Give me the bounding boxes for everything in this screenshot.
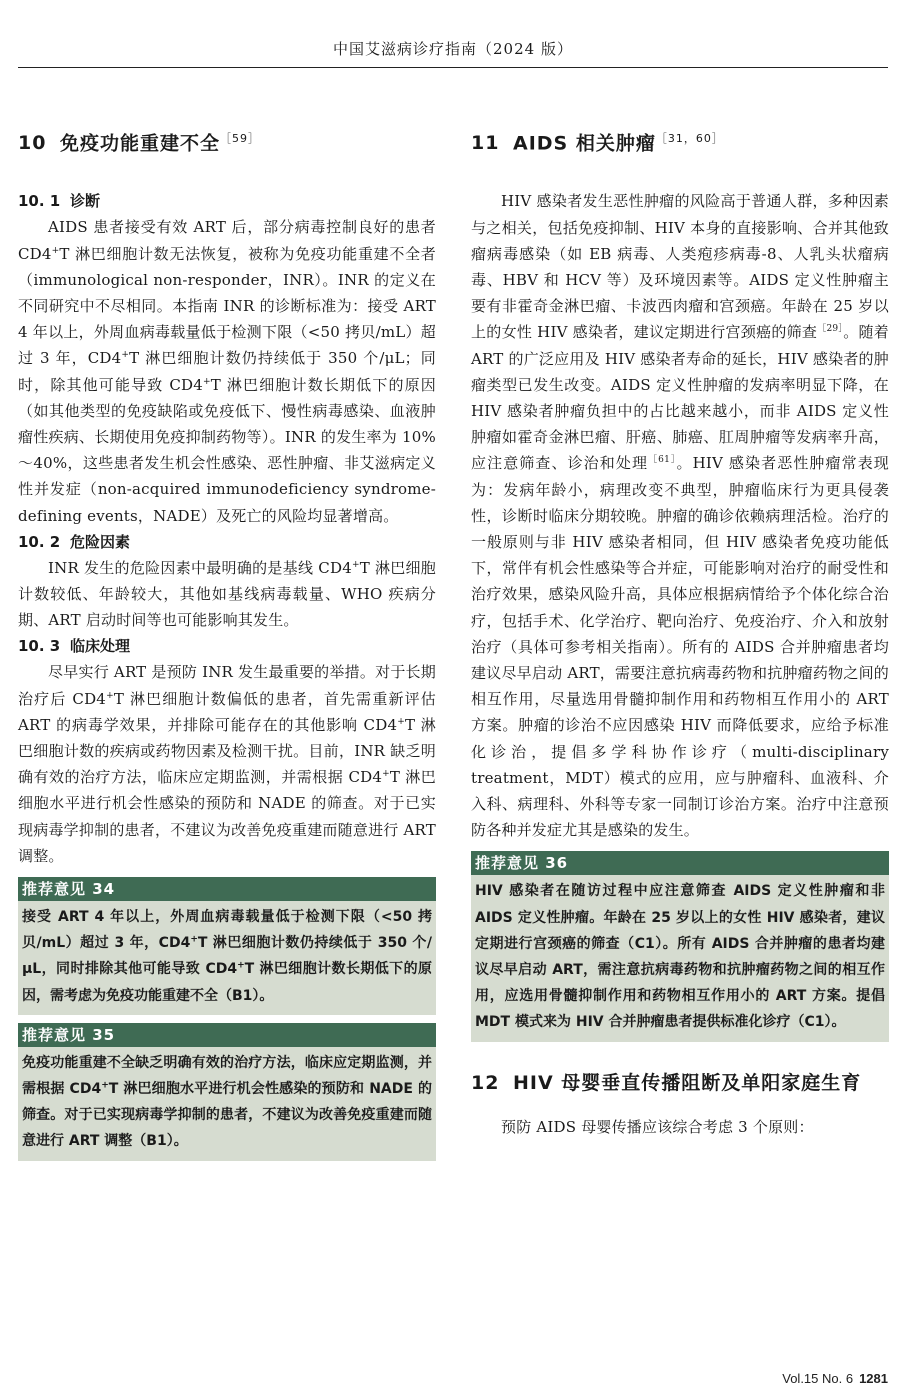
left-column [18, 120, 436, 1161]
aids-tumor-paragraph: HIV 感染者发生恶性肿瘤的风险高于普通人群，多种因素与之相关，包括免疫抑制、HIV 本身的直接影响、合并其他致瘤病毒感染（如 EB 病毒、人类疱疹病毒-8、人乳头状瘤病毒、HBV 和 HCV 等）及环境因素等。AIDS 定义性肿瘤主要有非霍奇金淋巴瘤、卡波西肉瘤和宫颈癌。年龄在 25 岁以上的女性 HIV 感染者，建议定期进行宫颈癌的筛查$^{[29]}$。随着 ART 的广泛应用及 HIV 感染者寿命的延长，HIV 感染者的肿瘤类型已发生改变。AIDS 定义性肿瘤的发病率明显下降，在 HIV 感染者肿瘤负担中的占比越来越小，而非 AIDS 定义性肿瘤如霍奇金淋巴瘤、肝癌、肺癌、肛周肿瘤等发病率升高，应注意筛查、诊治和处理$^{[61]}$。HIV 感染者恶性肿瘤常表现为：发病年龄小，病理改变不典型，肿瘤临床行为更具侵袭性，诊断时临床分期较晚。肿瘤的确诊依赖病理活检。治疗的一般原则与非 HIV 感染者相同，但 HIV 感染者免疫功能低下，常伴有机会性感染等合并症，可能影响对治疗的耐受性和治疗效果，感染风险升高，具体应根据病情给予个体化综合治疗，包括手术、化学治疗、靶向治疗、免疫治疗、介入和放射治疗（具体可参考相关指南）。所有的 AIDS 合并肿瘤患者均建议尽早启动 ART，需要注意抗病毒药物和抗肿瘤药物之间的相互作用，尽量选用骨髓抑制作用和药物相互作用小的 ART 方案。肿瘤的诊治不应因感染 HIV 而降低要求，应给予标准化诊治，提倡多学科协作诊疗（multi-disciplinary treatment，MDT）模式的应用，应与肿瘤科、血液科、介入科、病理科、外科等专家一同制订诊治方案。治疗中注意预防各种并发症尤其是感染的发生。 [471, 192, 890, 840]
risk-factors-paragraph: INR 发生的危险因素中最明确的是基线 CD4+T 淋巴细胞计数较低、年龄较大，其他如基线病毒载量、WHO 疾病分期、ART 启动时间等也可能影响其发生。 [18, 558, 436, 630]
recommendation-35-title: 推荐意见 35 [18, 1023, 436, 1047]
page-header [18, 38, 888, 68]
recommendation-36-title: 推荐意见 36 [471, 851, 889, 875]
recommendation-34-title: 推荐意见 34 [18, 877, 436, 901]
section-11-heading: 11 AIDS 相关肿瘤$^{[31,60]}$ [471, 132, 724, 155]
recommendation-35-text: 免疫功能重建不全缺乏明确有效的治疗方法，临床应定期监测，并需根据 CD4+T 淋巴细胞水平进行机会性感染的预防和 NADE 的筛查。对于已实现病毒学抑制的患者，不建议为改善免疫重建而随意进行 ART 调整（B1）。 [22, 1054, 432, 1150]
journal-title: 中国艾滋病诊疗指南（2024 版） [333, 40, 573, 58]
subsection-10-2-heading: 10. 2 危险因素 [18, 532, 131, 551]
recommendation-34-text: 接受 ART 4 年以上，外周血病毒载量低于检测下限（<50 拷贝/mL）超过 3 年，CD4+T 淋巴细胞计数仍持续低于 350 个/μL，同时排除其他可能导致 CD4+T 淋巴细胞计数长期低下的原因，需考虑为免疫功能重建不全（B1）。 [22, 909, 433, 1004]
recommendation-35 [18, 1023, 436, 1161]
section-10-heading: 10 免疫功能重建不全$^{[59]}$ [18, 132, 261, 155]
recommendation-34 [18, 877, 436, 1015]
right-column [471, 120, 889, 1140]
section-12-heading: 12 HIV 母婴垂直传播阻断及单阳家庭生育 [471, 1071, 862, 1094]
volume-issue: Vol.15 No. 6 [782, 1371, 854, 1386]
subsection-10-1-heading: 10. 1 诊断 [18, 192, 101, 211]
mother-child-paragraph: 预防 AIDS 母婴传播应该综合考虑 3 个原则： [501, 1117, 814, 1136]
subsection-10-3-heading: 10. 3 临床处理 [18, 637, 131, 656]
page-number: 1281 [859, 1371, 888, 1386]
recommendation-36-text: HIV 感染者在随访过程中应注意筛查 AIDS 定义性肿瘤和非 AIDS 定义性肿瘤。年龄在 25 岁以上的女性 HIV 感染者，建议定期进行宫颈癌的筛查（C1）。所有 AIDS 合并肿瘤的患者均建议尽早启动 ART，需注意抗病毒药物和抗肿瘤药物之间的相互作用，应选用骨髓抑制作用和药物相互作用小的 ART 方案。提倡 MDT 模式来为 HIV 合并肿瘤患者提供标准化诊疗（C1）。 [475, 883, 885, 1031]
clinical-management-paragraph: 尽早实行 ART 是预防 INR 发生最重要的举措。对于长期治疗后 CD4+T 淋巴细胞计数偏低的患者，首先需重新评估 ART 的病毒学效果，并排除可能存在的其他影响 CD4+T 淋巴细胞计数的疾病或药物因素及检测干扰。目前，INR 缺乏明确有效的治疗方法，临床应定期监测，并需根据 CD4+T 淋巴细胞水平进行机会性感染的预防和 NADE 的筛查。对于已实现病毒学抑制的患者，不建议为改善免疫重建而随意进行 ART 调整。 [18, 663, 437, 865]
page-footer [782, 1371, 888, 1386]
diagnosis-paragraph: AIDS 患者接受有效 ART 后，部分病毒控制良好的患者 CD4+T 淋巴细胞计数无法恢复，被称为免疫功能重建不全者（immunological non-responder，INR）。INR 的定义在不同研究中不尽相同。本指南 INR 的诊断标准为：接受 ART 4 年以上，外周血病毒载量低于检测下限（<50 拷贝/mL）超过 3 年，CD4+T 淋巴细胞计数仍持续低于 350 个/μL；同时，除其他可能导致 CD4+T 淋巴细胞计数长期低下的原因（如其他类型的免疫缺陷或免疫低下、慢性病毒感染、血液肿瘤性疾病、长期使用免疫抑制药物等）。INR 的发生率为 10%～40%，这些患者发生机会性感染、恶性肿瘤、非艾滋病定义性并发症（non-acquired immunodeficiency syndrome-defining events，NADE）及死亡的风险均显著增高。 [18, 218, 437, 525]
recommendation-36 [471, 851, 889, 1041]
